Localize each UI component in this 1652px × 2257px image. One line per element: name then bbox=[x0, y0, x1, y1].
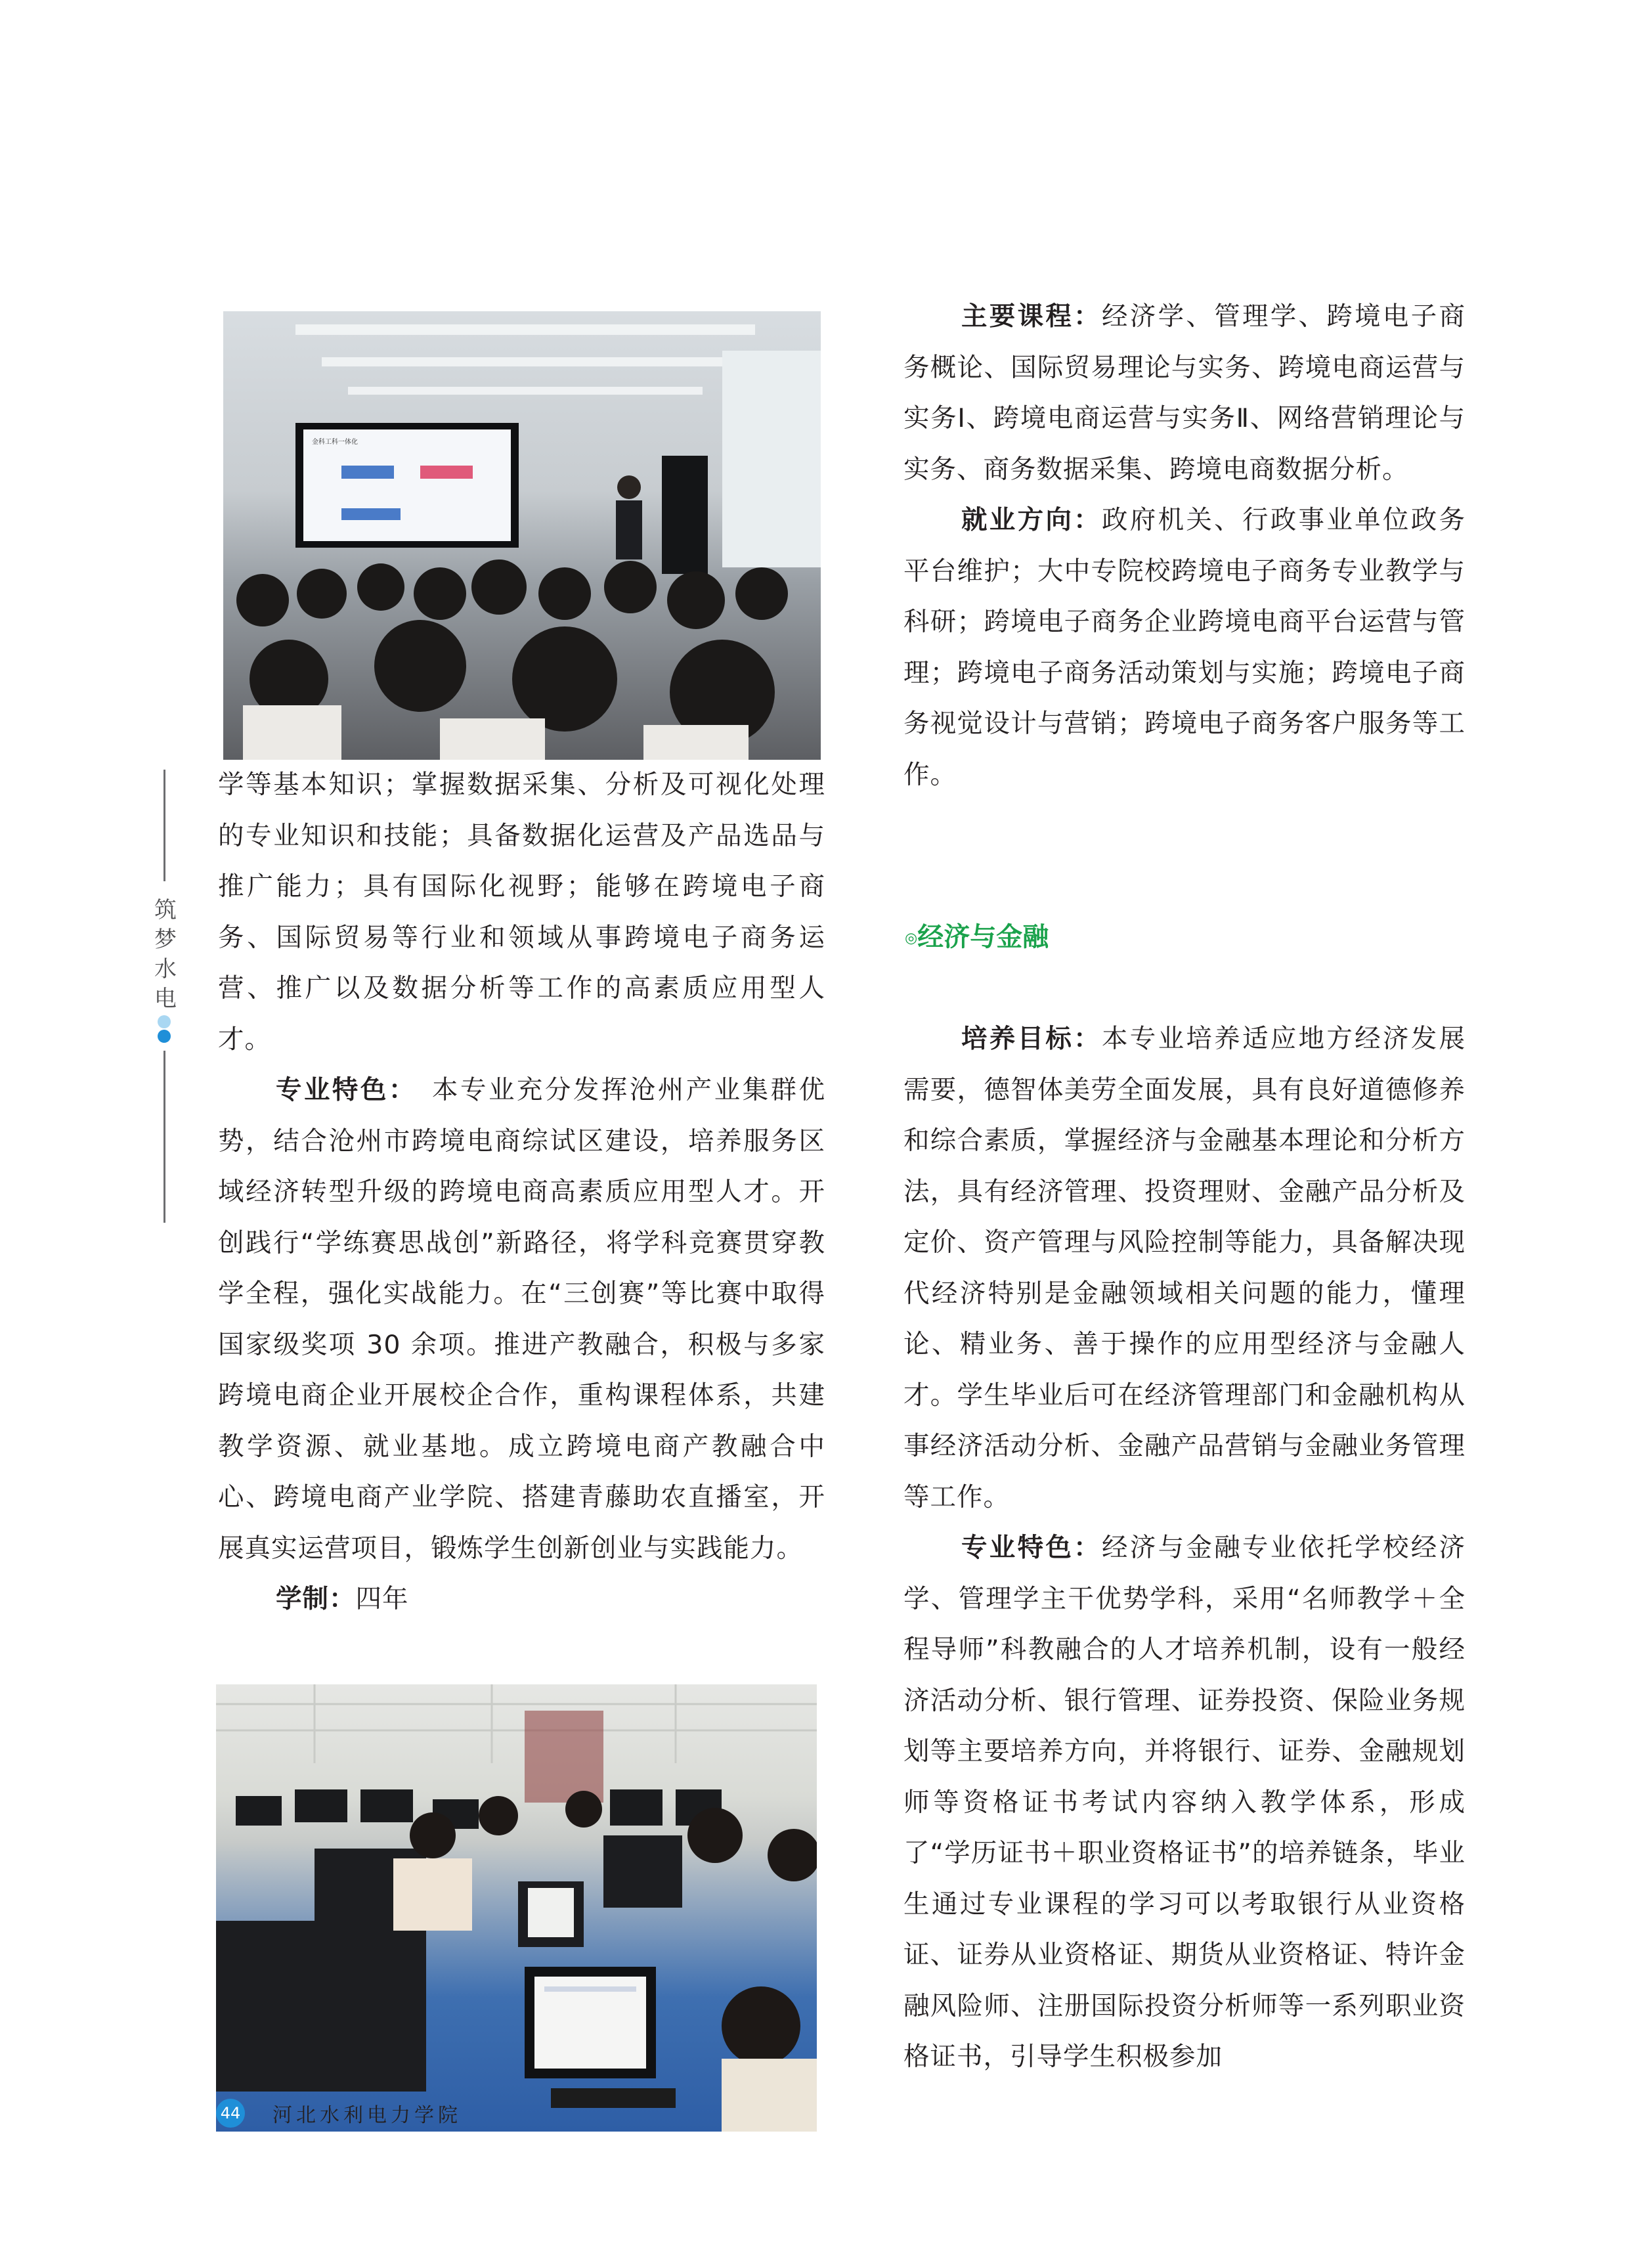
page-number: 44 bbox=[216, 2099, 245, 2128]
jobs-label: 就业方向： bbox=[961, 505, 1102, 535]
duration-text: 四年 bbox=[355, 1584, 409, 1614]
side-label-char: 电 bbox=[154, 986, 177, 1012]
decor-dot bbox=[158, 1015, 171, 1028]
duration-paragraph bbox=[218, 1574, 825, 1625]
finance-feature-label: 专业特色： bbox=[961, 1533, 1102, 1563]
finance-feature-text: 经济与金融专业依托学校经济学、管理学主干优势学科，采用“名师教学＋全程导师”科教融合的人才培养机制，设有一般经济活动分析、银行管理、证券投资、保险业务规划等主要培养方向，并将银行、证券、金融规划师等资格证书考试内容纳入教学体系，形成了“学历证书＋职业资格证书”的培养链条，毕业生通过专业课程的学习可以考取银行从业资格证、证券从业资格证、期货从业资格证、特许金融风险师、注册国际投资分析师等一系列职业资格证书，引导学生积极参加 bbox=[903, 1533, 1466, 2072]
side-rule-bottom bbox=[163, 1051, 165, 1223]
finance-feature-paragraph bbox=[903, 1523, 1466, 2083]
side-label-char: 筑 bbox=[154, 897, 177, 923]
courses-text: 经济学、管理学、跨境电子商务概论、国际贸易理论与实务、跨境电商运营与实务Ⅰ、跨境电商运营与实务Ⅱ、网络营销理论与实务、商务数据采集、跨境电商数据分析。 bbox=[903, 301, 1466, 485]
feature-label: 专业特色： bbox=[276, 1075, 404, 1105]
jobs-paragraph bbox=[903, 495, 1466, 800]
decor-dot bbox=[158, 1030, 171, 1043]
side-rule-top bbox=[163, 770, 165, 881]
feature-text: 本专业充分发挥沧州产业集群优势，结合沧州市跨境电商综试区建设，培养服务区域经济转型升级的跨境电商高素质应用型人才。开创践行“学练赛思战创”新路径，将学科竞赛贯穿教学全程，强化实战能力。在“三创赛”等比赛中取得国家级奖项 30 余项。推进产教融合，积极与多家跨境电商企业开展校企合作，重构课程体系，共建教学资源、就业基地。成立跨境电商产教融合中心、跨境电商产业学院、搭建青藤助农直播室，开展真实运营项目，锻炼学生创新创业与实践能力。 bbox=[218, 1075, 826, 1564]
goal-text: 本专业培养适应地方经济发展需要，德智体美劳全面发展，具有良好道德修养和综合素质，掌握经济与金融基本理论和分析方法，具有经济管理、投资理财、金融产品分析及定价、资产管理与风险控制等能力，具备解决现代经济特别是金融领域相关问题的能力，懂理论、精业务、善于操作的应用型经济与金融人才。学生毕业后可在经济管理部门和金融机构从事经济活动分析、金融产品营销与金融业务管理等工作。 bbox=[903, 1024, 1466, 1512]
section-bullet-icon: ◎ bbox=[905, 930, 918, 947]
goal-label: 培养目标： bbox=[961, 1024, 1102, 1054]
classroom-lecture-photo bbox=[223, 311, 821, 760]
computer-lab-photo bbox=[216, 1684, 817, 2132]
feature-paragraph bbox=[218, 1065, 825, 1574]
side-label-char: 梦 bbox=[154, 927, 177, 953]
classroom-lecture-illustration bbox=[223, 311, 821, 760]
screen-heading: 金科工科一体化 bbox=[312, 439, 358, 446]
goal-paragraph bbox=[903, 1014, 1466, 1523]
duration-label: 学制： bbox=[276, 1584, 356, 1614]
section-heading bbox=[905, 916, 1049, 953]
computer-lab-illustration bbox=[216, 1684, 817, 2132]
side-label-char: 水 bbox=[154, 956, 177, 982]
courses-paragraph bbox=[903, 292, 1466, 495]
jobs-text: 政府机关、行政事业单位政务平台维护；大中专院校跨境电子商务专业教学与科研；跨境电子商务企业跨境电商平台运营与管理；跨境电子商务活动策划与实施；跨境电子商务视觉设计与营销；跨境电子商务客户服务等工作。 bbox=[903, 505, 1466, 790]
intro-paragraph: 学等基本知识；掌握数据采集、分析及可视化处理的专业知识和技能；具备数据化运营及产品选品与推广能力；具有国际化视野；能够在跨境电子商务、国际贸易等行业和领域从事跨境电子商务运营、推广以及数据分析等工作的高素质应用型人才。 bbox=[218, 770, 825, 1055]
courses-label: 主要课程： bbox=[961, 301, 1102, 332]
footer-school-name: 河北水利电力学院 bbox=[272, 2104, 462, 2127]
section-title: 经济与金融 bbox=[917, 922, 1049, 952]
